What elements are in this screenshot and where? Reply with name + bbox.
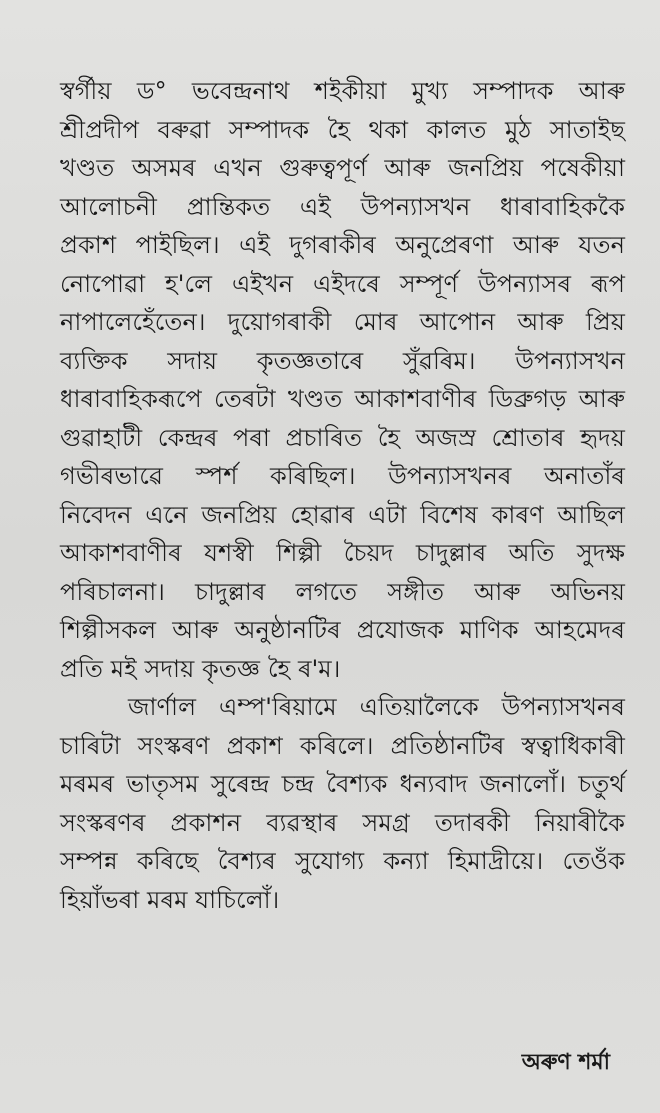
text-line: স্বৰ্গীয় ড° ভবেন্দ্ৰনাথ শইকীয়া মুখ্য সম্পাদক আৰু bbox=[60, 77, 625, 105]
text-line: সম্পন্ন কৰিছে বৈশ্যৰ সুযোগ্য কন্যা হিমাদ্ৰীয়ে। তেওঁক bbox=[60, 847, 625, 875]
text-line: আকাশবাণীৰ যশস্বী শিল্পী চৈয়দ চাদুল্লাৰ অতি সুদক্ষ bbox=[60, 539, 625, 567]
text-line: মৰমৰ ভাতৃসম সুৰেন্দ্ৰ চন্দ্ৰ বৈশ্যক ধন্যবাদ জনালোঁ। চতুৰ্থ bbox=[60, 770, 625, 798]
text-line: ধাৰাবাহিকৰূপে তেৰটা খণ্ডত আকাশবাণীৰ ডিব্ৰুগড় আৰু bbox=[60, 385, 625, 413]
text-line: নোপোৱা হ'লে এইখন এইদৰে সম্পূৰ্ণ উপন্যাসৰ ৰূপ bbox=[60, 269, 625, 298]
text-line: পৰিচালনা। চাদুল্লাৰ লগতে সঙ্গীত আৰু অভিনয় bbox=[60, 577, 625, 606]
text-line: খণ্ডত অসমৰ এখন গুৰুত্বপূৰ্ণ আৰু জনপ্ৰিয় পষেকীয়া bbox=[60, 154, 625, 182]
text-line: প্ৰকাশ পাইছিল। এই দুগৰাকীৰ অনুপ্ৰেৰণা আৰু যতন bbox=[60, 231, 625, 259]
text-line: সংস্কৰণৰ প্ৰকাশন ব্যৱস্থাৰ সমগ্ৰ তদাৰকী নিয়াৰীকৈ bbox=[60, 808, 625, 837]
paragraph-start-line: জাৰ্ণাল এম্প'ৰিয়ামে এতিয়ালৈকে উপন্যাসখনৰ bbox=[128, 693, 625, 721]
text-line: আলোচনী প্ৰান্তিকত এই উপন্যাসখন ধাৰাবাহিককৈ bbox=[60, 192, 625, 221]
text-line: গভীৰভাৱে স্পৰ্শ কৰিছিল। উপন্যাসখনৰ অনাতাঁৰ bbox=[60, 462, 625, 490]
text-line: শ্ৰীপ্ৰদীপ বৰুৱা সম্পাদক হৈ থকা কালত মুঠ সাতাইছ bbox=[60, 115, 625, 144]
body-text bbox=[60, 72, 625, 919]
text-line: নিবেদন এনে জনপ্ৰিয় হোৱাৰ এটা বিশেষ কাৰণ আছিল bbox=[60, 500, 625, 529]
text-line: প্ৰতি মই সদায় কৃতজ্ঞ হৈ ৰ'ম। bbox=[60, 654, 341, 683]
text-line: চাৰিটা সংস্কৰণ প্ৰকাশ কৰিলে। প্ৰতিষ্ঠানটিৰ স্বত্বাধিকাৰী bbox=[60, 731, 625, 760]
text-line: শিল্পীসকল আৰু অনুষ্ঠানটিৰ প্ৰযোজক মাণিক আহমেদৰ bbox=[60, 616, 625, 644]
text-line: ব্যক্তিক সদায় কৃতজ্ঞতাৰে সুঁৱৰিম। উপন্যাসখন bbox=[60, 346, 625, 375]
text-line: গুৱাহাটী কেন্দ্ৰৰ পৰা প্ৰচাৰিত হৈ অজস্ৰ শ্ৰোতাৰ হৃদয় bbox=[60, 423, 625, 452]
text-line: হিয়াঁভৰা মৰম যাচিলোঁ। bbox=[60, 885, 280, 914]
author-signature: অৰুণ শৰ্মা bbox=[521, 1050, 610, 1075]
text-line: নাপালেহেঁতেন। দুয়োগৰাকী মোৰ আপোন আৰু প্ৰিয় bbox=[60, 308, 625, 336]
